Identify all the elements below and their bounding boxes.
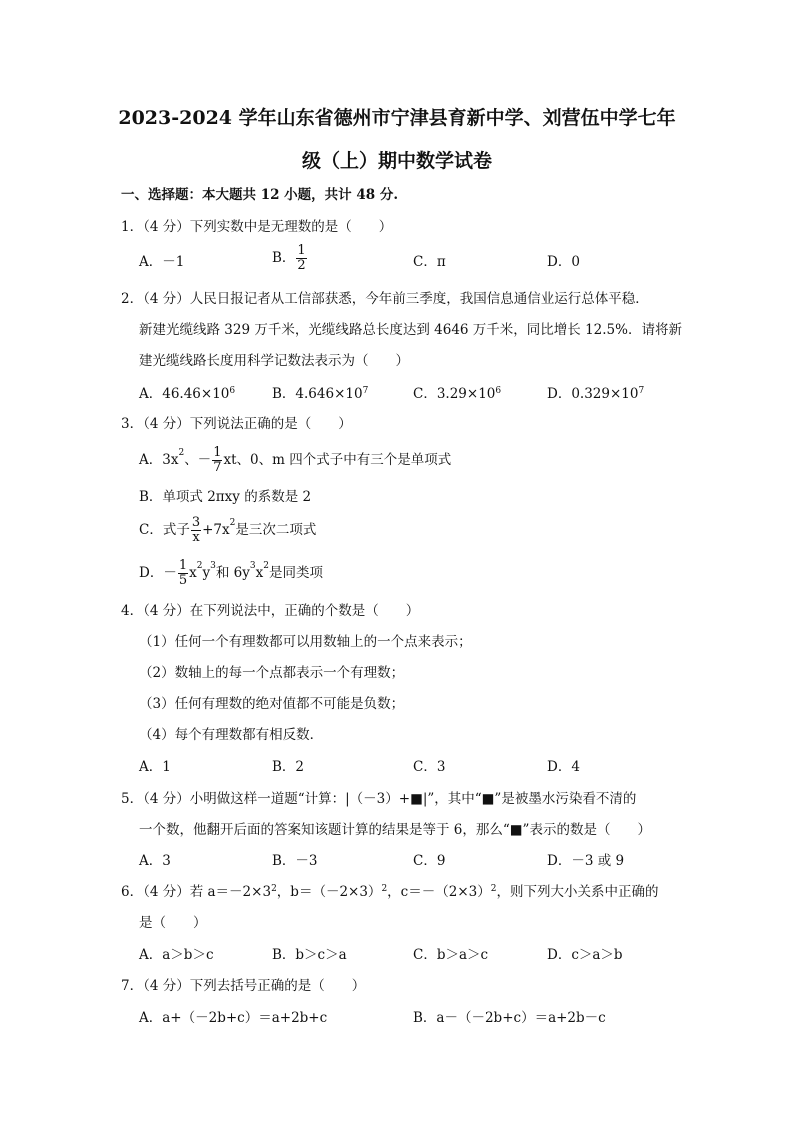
q4-option-b: B．2 — [272, 759, 305, 775]
question-3-stem: 3．（4 分）下列说法正确的是（ ） — [121, 416, 352, 432]
fraction: $\frac{1}{2}$ — [297, 243, 306, 273]
fraction: $\frac{3}{x}$ — [191, 515, 201, 545]
exam-title-line2: 级（上）期中数学试卷 — [301, 150, 492, 172]
q4-option-d: D．4 — [547, 759, 580, 775]
question-5-stem-line1: 5．（4 分）小明做这样一道题“计算：|（－3）+■|”，其中“■”是被墨水污染看不清的 — [121, 791, 637, 807]
q7-option-a: A．a+（－2b+c）＝a+2b+c — [139, 1010, 328, 1026]
q4-statement-1: （1）任何一个有理数都可以用数轴上的一个点来表示； — [139, 634, 472, 650]
q5-option-b: B．－3 — [272, 853, 318, 869]
q7-option-b: B．a－（－2b+c）＝a+2b－c — [413, 1010, 606, 1026]
question-4-stem: 4．（4 分）在下列说法中，正确的个数是（ ） — [121, 603, 420, 619]
q4-option-c: C．3 — [413, 759, 446, 775]
question-1-stem: 1．（4 分）下列实数中是无理数的是（ ） — [121, 219, 393, 235]
fraction: $\frac{1}{5}$ — [178, 558, 188, 588]
q2-option-a: A．$46.46\times 10^6$ — [139, 386, 236, 402]
q5-option-d: D．－3 或 9 — [547, 853, 625, 869]
exam-title-line1: 2023-2024 学年山东省德州市宁津县育新中学、刘营伍中学七年 — [118, 107, 676, 129]
q3-option-b: B．单项式 2πxy 的系数是 2 — [139, 489, 312, 505]
q6-option-b: B．b＞c＞a — [272, 947, 347, 963]
section-heading: 一、选择题：本大题共 12 小题，共计 48 分. — [121, 187, 399, 203]
q2-option-c: C．$3.29\times 10^6$ — [413, 386, 502, 402]
question-2-stem-line1: 2．（4 分）人民日报记者从工信部获悉，今年前三季度，我国信息通信业运行总体平稳． — [121, 291, 649, 307]
q1-option-c: C．π — [413, 254, 446, 270]
question-6-stem-line2: 是（ ） — [139, 915, 207, 931]
q4-statement-3: （3）任何有理数的绝对值都不可能是负数； — [139, 696, 405, 712]
q3-option-d: D．－ $\frac{1}{5}$ $x^2y^3$和 $6y^3x^2$是同类项 — [139, 558, 323, 588]
q3-option-c: C．式子 $\frac{3}{x}$ $+7x^2$是三次二项式 — [139, 515, 317, 545]
q2-option-b: B．$4.646\times 10^7$ — [272, 386, 369, 402]
q6-option-c: C．b＞a＞c — [413, 947, 489, 963]
q3-option-a: A．$3x^2$、－ $\frac{1}{7}$ xt、0、m 四个式子中有三个是单项式 — [139, 445, 452, 475]
q1-option-b: B． $\frac{1}{2}$ — [272, 243, 306, 273]
q2-option-d: D．$0.329\times 10^7$ — [547, 386, 645, 402]
q5-option-c: C．9 — [413, 853, 446, 869]
q1-option-d: D．0 — [547, 254, 580, 270]
question-2-stem-line3: 建光缆线路长度用科学记数法表示为（ ） — [139, 353, 409, 369]
question-6-stem-line1: 6．（4 分）若 $a=-2\times 3^2$，$b=(-2\times 3)^2$，$c=-(2\times 3)^2$，则下列大小关系中正确的 — [121, 884, 659, 900]
q6-option-a: A．a＞b＞c — [139, 947, 214, 963]
fraction: $\frac{1}{7}$ — [213, 445, 222, 475]
q4-statement-4: （4）每个有理数都有相反数． — [139, 727, 324, 743]
q4-option-a: A．1 — [139, 759, 171, 775]
q6-option-d: D．c＞a＞b — [547, 947, 623, 963]
q1-option-a: A．－1 — [139, 254, 185, 270]
q4-statement-2: （2）数轴上的每一个点都表示一个有理数； — [139, 665, 405, 681]
q5-option-a: A．3 — [139, 853, 171, 869]
question-2-stem-line2: 新建光缆线路 329 万千米，光缆线路总长度达到 4646 万千米，同比增长 12.5%．请将新 — [139, 322, 682, 338]
question-7-stem: 7．（4 分）下列去括号正确的是（ ） — [121, 978, 366, 994]
question-5-stem-line2: 一个数，他翻开后面的答案知该题计算的结果是等于 6，那么“■”表示的数是（ ） — [139, 822, 651, 838]
